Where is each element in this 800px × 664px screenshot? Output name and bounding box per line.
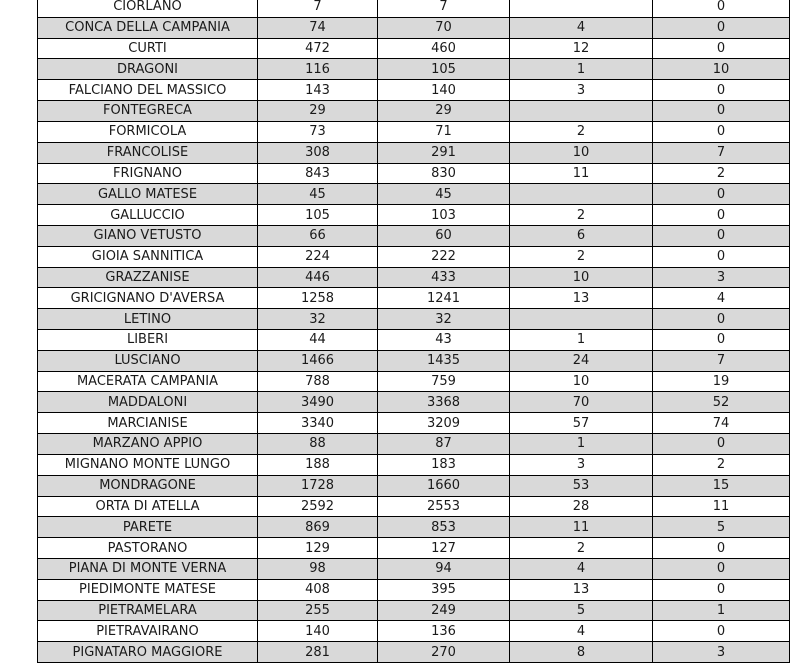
table-row (38, 621, 790, 642)
value-cell (510, 101, 653, 122)
value-cell: 2 (653, 454, 790, 475)
total-cell: 140 (258, 621, 378, 642)
value-cell: 1660 (378, 475, 510, 496)
total-cell: 255 (258, 600, 378, 621)
value-cell: 6 (510, 225, 653, 246)
value-cell: 12 (510, 38, 653, 59)
value-cell: 183 (378, 454, 510, 475)
total-cell: 1258 (258, 288, 378, 309)
value-cell: 71 (378, 121, 510, 142)
table-row (38, 101, 790, 122)
municipality-cell: GIOIA SANNITICA (38, 246, 258, 267)
table-row (38, 330, 790, 351)
value-cell: 8 (510, 642, 653, 663)
municipality-cell: MADDALONI (38, 392, 258, 413)
municipality-cell: GALLUCCIO (38, 205, 258, 226)
value-cell: 0 (653, 330, 790, 351)
value-cell: 43 (378, 330, 510, 351)
data-table (37, 0, 790, 663)
municipality-cell: LIBERI (38, 330, 258, 351)
value-cell: 24 (510, 350, 653, 371)
table-row (38, 413, 790, 434)
value-cell: 395 (378, 579, 510, 600)
total-cell: 143 (258, 80, 378, 101)
value-cell: 45 (378, 184, 510, 205)
value-cell: 4 (510, 621, 653, 642)
total-cell: 105 (258, 205, 378, 226)
table-row (38, 205, 790, 226)
table-row (38, 288, 790, 309)
value-cell: 32 (378, 309, 510, 330)
municipality-cell: FRIGNANO (38, 163, 258, 184)
value-cell: 1 (510, 59, 653, 80)
value-cell: 0 (653, 80, 790, 101)
value-cell: 0 (653, 621, 790, 642)
value-cell: 0 (653, 246, 790, 267)
total-cell: 188 (258, 454, 378, 475)
table-row (38, 517, 790, 538)
total-cell: 788 (258, 371, 378, 392)
value-cell: 1 (510, 330, 653, 351)
total-cell: 869 (258, 517, 378, 538)
value-cell: 5 (510, 600, 653, 621)
municipality-cell: CIORLANO (38, 0, 258, 17)
value-cell: 60 (378, 225, 510, 246)
value-cell: 70 (510, 392, 653, 413)
total-cell: 129 (258, 538, 378, 559)
value-cell: 87 (378, 434, 510, 455)
value-cell: 11 (653, 496, 790, 517)
value-cell: 433 (378, 267, 510, 288)
municipality-cell: MONDRAGONE (38, 475, 258, 496)
table-row (38, 59, 790, 80)
value-cell: 57 (510, 413, 653, 434)
value-cell: 127 (378, 538, 510, 559)
value-cell: 0 (653, 225, 790, 246)
total-cell: 29 (258, 101, 378, 122)
value-cell: 13 (510, 288, 653, 309)
municipality-cell: FONTEGRECA (38, 101, 258, 122)
value-cell: 0 (653, 538, 790, 559)
total-cell: 1728 (258, 475, 378, 496)
table-row (38, 121, 790, 142)
total-cell: 446 (258, 267, 378, 288)
value-cell: 19 (653, 371, 790, 392)
value-cell: 53 (510, 475, 653, 496)
municipality-cell: MARZANO APPIO (38, 434, 258, 455)
value-cell: 4 (510, 17, 653, 38)
total-cell: 32 (258, 309, 378, 330)
value-cell: 270 (378, 642, 510, 663)
total-cell: 74 (258, 17, 378, 38)
table-row (38, 642, 790, 663)
value-cell: 11 (510, 517, 653, 538)
value-cell: 4 (510, 558, 653, 579)
table-row (38, 309, 790, 330)
table-body (38, 0, 790, 663)
municipality-cell: ORTA DI ATELLA (38, 496, 258, 517)
table-row (38, 17, 790, 38)
municipality-cell: PIETRAMELARA (38, 600, 258, 621)
value-cell: 2 (510, 205, 653, 226)
municipality-cell: MACERATA CAMPANIA (38, 371, 258, 392)
value-cell: 7 (378, 0, 510, 17)
municipality-cell: GALLO MATESE (38, 184, 258, 205)
value-cell: 1 (510, 434, 653, 455)
municipality-cell: FORMICOLA (38, 121, 258, 142)
total-cell: 843 (258, 163, 378, 184)
value-cell: 2 (510, 121, 653, 142)
total-cell: 44 (258, 330, 378, 351)
value-cell: 28 (510, 496, 653, 517)
table-row (38, 246, 790, 267)
value-cell: 1241 (378, 288, 510, 309)
value-cell: 0 (653, 558, 790, 579)
value-cell: 10 (510, 267, 653, 288)
value-cell: 52 (653, 392, 790, 413)
table-row (38, 184, 790, 205)
value-cell (510, 184, 653, 205)
table-row (38, 538, 790, 559)
value-cell: 3209 (378, 413, 510, 434)
value-cell: 3368 (378, 392, 510, 413)
table-row (38, 0, 790, 17)
value-cell: 7 (653, 350, 790, 371)
value-cell: 222 (378, 246, 510, 267)
table-row (38, 142, 790, 163)
value-cell (510, 0, 653, 17)
value-cell: 10 (510, 371, 653, 392)
value-cell: 853 (378, 517, 510, 538)
table-row (38, 454, 790, 475)
value-cell: 4 (653, 288, 790, 309)
total-cell: 3340 (258, 413, 378, 434)
value-cell: 3 (653, 267, 790, 288)
value-cell: 0 (653, 434, 790, 455)
value-cell: 0 (653, 184, 790, 205)
total-cell: 98 (258, 558, 378, 579)
municipality-cell: GIANO VETUSTO (38, 225, 258, 246)
value-cell: 11 (510, 163, 653, 184)
value-cell: 0 (653, 205, 790, 226)
total-cell: 3490 (258, 392, 378, 413)
value-cell: 0 (653, 38, 790, 59)
total-cell: 66 (258, 225, 378, 246)
value-cell: 2553 (378, 496, 510, 517)
table-row (38, 267, 790, 288)
municipality-cell: PIGNATARO MAGGIORE (38, 642, 258, 663)
municipality-cell: PASTORANO (38, 538, 258, 559)
value-cell: 0 (653, 0, 790, 17)
table-row (38, 392, 790, 413)
value-cell: 0 (653, 121, 790, 142)
table-row (38, 558, 790, 579)
table-row (38, 434, 790, 455)
value-cell: 74 (653, 413, 790, 434)
municipality-cell: FALCIANO DEL MASSICO (38, 80, 258, 101)
total-cell: 224 (258, 246, 378, 267)
table-row (38, 496, 790, 517)
table-row (38, 371, 790, 392)
value-cell: 291 (378, 142, 510, 163)
municipality-cell: FRANCOLISE (38, 142, 258, 163)
table-row (38, 80, 790, 101)
total-cell: 7 (258, 0, 378, 17)
value-cell: 13 (510, 579, 653, 600)
value-cell: 249 (378, 600, 510, 621)
total-cell: 116 (258, 59, 378, 80)
municipality-cell: LUSCIANO (38, 350, 258, 371)
municipality-cell: PIANA DI MONTE VERNA (38, 558, 258, 579)
value-cell: 830 (378, 163, 510, 184)
value-cell (510, 309, 653, 330)
municipality-cell: PARETE (38, 517, 258, 538)
table-row (38, 600, 790, 621)
table-row (38, 225, 790, 246)
total-cell: 73 (258, 121, 378, 142)
value-cell: 2 (653, 163, 790, 184)
value-cell: 10 (653, 59, 790, 80)
value-cell: 0 (653, 101, 790, 122)
municipality-cell: MIGNANO MONTE LUNGO (38, 454, 258, 475)
municipality-cell: GRICIGNANO D'AVERSA (38, 288, 258, 309)
table-row (38, 350, 790, 371)
municipality-cell: CONCA DELLA CAMPANIA (38, 17, 258, 38)
total-cell: 2592 (258, 496, 378, 517)
value-cell: 460 (378, 38, 510, 59)
municipality-cell: PIETRAVAIRANO (38, 621, 258, 642)
value-cell: 136 (378, 621, 510, 642)
value-cell: 103 (378, 205, 510, 226)
municipality-cell: LETINO (38, 309, 258, 330)
total-cell: 281 (258, 642, 378, 663)
municipality-cell: PIEDIMONTE MATESE (38, 579, 258, 600)
value-cell: 29 (378, 101, 510, 122)
value-cell: 5 (653, 517, 790, 538)
municipality-cell: MARCIANISE (38, 413, 258, 434)
municipality-cell: DRAGONI (38, 59, 258, 80)
value-cell: 2 (510, 538, 653, 559)
value-cell: 3 (510, 454, 653, 475)
value-cell: 94 (378, 558, 510, 579)
municipality-cell: GRAZZANISE (38, 267, 258, 288)
total-cell: 1466 (258, 350, 378, 371)
table-row (38, 163, 790, 184)
value-cell: 70 (378, 17, 510, 38)
municipality-cell: CURTI (38, 38, 258, 59)
total-cell: 88 (258, 434, 378, 455)
table-row (38, 38, 790, 59)
table-row (38, 579, 790, 600)
total-cell: 45 (258, 184, 378, 205)
value-cell: 1435 (378, 350, 510, 371)
value-cell: 140 (378, 80, 510, 101)
value-cell: 2 (510, 246, 653, 267)
value-cell: 0 (653, 17, 790, 38)
value-cell: 7 (653, 142, 790, 163)
value-cell: 105 (378, 59, 510, 80)
value-cell: 0 (653, 309, 790, 330)
total-cell: 472 (258, 38, 378, 59)
value-cell: 3 (653, 642, 790, 663)
value-cell: 1 (653, 600, 790, 621)
value-cell: 0 (653, 579, 790, 600)
value-cell: 3 (510, 80, 653, 101)
total-cell: 308 (258, 142, 378, 163)
total-cell: 408 (258, 579, 378, 600)
value-cell: 759 (378, 371, 510, 392)
value-cell: 10 (510, 142, 653, 163)
value-cell: 15 (653, 475, 790, 496)
table-row (38, 475, 790, 496)
